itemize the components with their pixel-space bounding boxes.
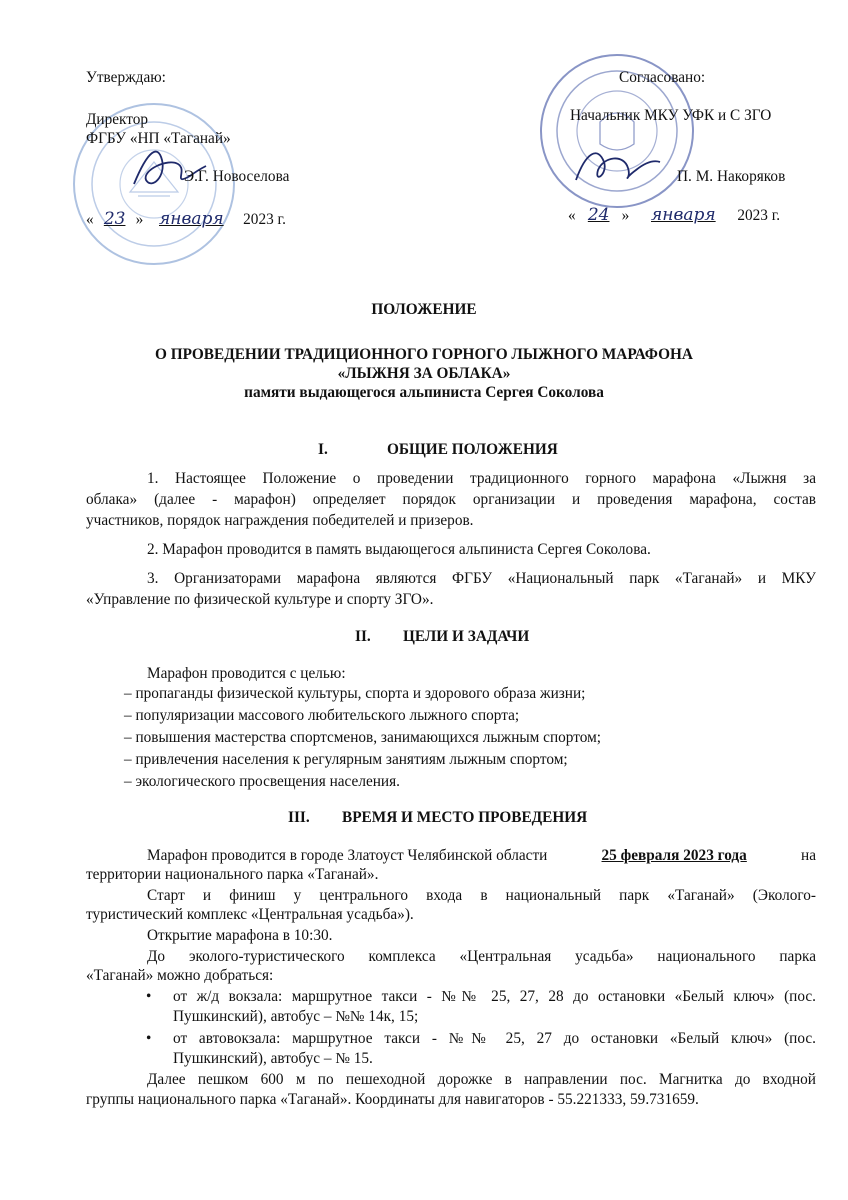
section-3-paragraph-1-cont: территории национального парка «Таганай». bbox=[86, 866, 379, 883]
section-1-paragraph-2: 2. Марафон проводится в память выдающегося альпиниста Сергея Соколова. bbox=[147, 541, 651, 558]
goal-list-item: – популяризации массового любительского лыжного спорта; bbox=[124, 707, 520, 724]
section-3-paragraph-4: До эколого-туристического комплекса «Центральная усадьба» национального парка bbox=[147, 948, 816, 965]
goal-list-item: – экологического просвещения населения. bbox=[124, 773, 400, 790]
section-2-number: II. bbox=[355, 628, 371, 645]
route-bullet-bus-station-cont: Пушкинский), автобус – № 15. bbox=[173, 1050, 373, 1067]
date-close-quote: » bbox=[135, 211, 144, 228]
date-open-quote: « bbox=[568, 207, 576, 224]
approve-left-date-year: 2023 г. bbox=[243, 211, 286, 228]
section-1-paragraph-1-cont: облака» (далее - марафон) определяет порядок организации и проведения марафона, состав bbox=[86, 491, 816, 508]
goal-list-item: – пропаганды физической культуры, спорта и здорового образа жизни; bbox=[124, 685, 586, 702]
section-2-title: ЦЕЛИ И ЗАДАЧИ bbox=[403, 628, 530, 645]
approve-left-position: Директор bbox=[86, 111, 149, 128]
route-bullet-bus-station: от автовокзала: маршрутное такси - №№ 25, 27 до остановки «Белый ключ» (пос. bbox=[173, 1030, 816, 1047]
approve-left-organization: ФГБУ «НП «Таганай» bbox=[86, 130, 231, 147]
goal-list-item: – повышения мастерства спортсменов, занимающихся лыжным спортом; bbox=[124, 729, 602, 746]
section-3-paragraph-2: Старт и финиш у центрального входа в национальный парк «Таганай» (Эколого- bbox=[147, 887, 816, 904]
route-bullet-train-station-cont: Пушкинский), автобус – №№ 14к, 15; bbox=[173, 1008, 419, 1025]
approve-left-name: Э.Г. Новоселова bbox=[184, 168, 290, 185]
section-1-paragraph-1-end: участников, порядок награждения победителей и призеров. bbox=[86, 512, 474, 529]
approve-right-date-year: 2023 г. bbox=[737, 207, 781, 224]
signature-right bbox=[572, 140, 662, 192]
section-1-paragraph-3-cont: «Управление по физической культуре и спорту ЗГО». bbox=[86, 591, 434, 608]
approve-right-date-day: 24 bbox=[587, 205, 610, 225]
document-dedication: памяти выдающегося альпиниста Сергея Соколова bbox=[244, 384, 604, 401]
section-3-p1-text: Марафон проводится в городе Златоуст Челябинской области bbox=[147, 847, 548, 864]
approve-right-date-month: января bbox=[651, 205, 716, 225]
document-subtitle: О ПРОВЕДЕНИИ ТРАДИЦИОННОГО ГОРНОГО ЛЫЖНОГО МАРАФОНА bbox=[155, 346, 693, 363]
date-open-quote: « bbox=[86, 211, 94, 228]
section-3-number: III. bbox=[288, 809, 310, 826]
approve-right-position: Начальник МКУ УФК и С ЗГО bbox=[570, 107, 772, 124]
goal-list-item: – привлечения населения к регулярным занятиям лыжным спортом; bbox=[124, 751, 568, 768]
marathon-date: 25 февраля 2023 года bbox=[601, 847, 747, 864]
section-2-intro: Марафон проводится с целью: bbox=[147, 665, 346, 682]
approve-right-date bbox=[568, 206, 780, 225]
document-event-name: «ЛЫЖНЯ ЗА ОБЛАКА» bbox=[337, 365, 511, 382]
section-3-title: ВРЕМЯ И МЕСТО ПРОВЕДЕНИЯ bbox=[342, 809, 588, 826]
section-1-number: I. bbox=[318, 441, 328, 458]
approve-left-date-month: января bbox=[159, 209, 224, 229]
approve-left-date bbox=[86, 210, 286, 229]
bullet-dot: • bbox=[146, 988, 152, 1005]
section-1-paragraph-1: 1. Настоящее Положение о проведении традиционного горного марафона «Лыжня за bbox=[147, 470, 816, 487]
section-1-title: ОБЩИЕ ПОЛОЖЕНИЯ bbox=[387, 441, 558, 458]
section-3-paragraph-5-cont: группы национального парка «Таганай». Координаты для навигаторов - 55.221333, 59.731659. bbox=[86, 1091, 699, 1108]
section-3-paragraph-4-cont: «Таганай» можно добраться: bbox=[86, 967, 274, 984]
section-1-paragraph-3: 3. Организаторами марафона являются ФГБУ «Национальный парк «Таганай» и МКУ bbox=[147, 570, 816, 587]
section-3-paragraph-5: Далее пешком 600 м по пешеходной дорожке в направлении пос. Магнитка до входной bbox=[147, 1071, 816, 1088]
date-close-quote: » bbox=[621, 207, 630, 224]
section-3-p1-end: на bbox=[801, 847, 816, 864]
section-3-opening-time: Открытие марафона в 10:30. bbox=[147, 927, 333, 944]
approve-right-title: Согласовано: bbox=[619, 69, 706, 86]
section-3-paragraph-1 bbox=[147, 846, 816, 865]
section-3-paragraph-2-cont: туристический комплекс «Центральная усадьба»). bbox=[86, 906, 414, 923]
document-title: ПОЛОЖЕНИЕ bbox=[371, 301, 477, 318]
approve-left-date-day: 23 bbox=[103, 209, 126, 229]
approve-right-name: П. М. Накоряков bbox=[677, 168, 786, 185]
route-bullet-train-station: от ж/д вокзала: маршрутное такси - №№ 25, 27, 28 до остановки «Белый ключ» (пос. bbox=[173, 988, 816, 1005]
approve-left-title: Утверждаю: bbox=[86, 69, 166, 86]
bullet-dot: • bbox=[146, 1030, 152, 1047]
